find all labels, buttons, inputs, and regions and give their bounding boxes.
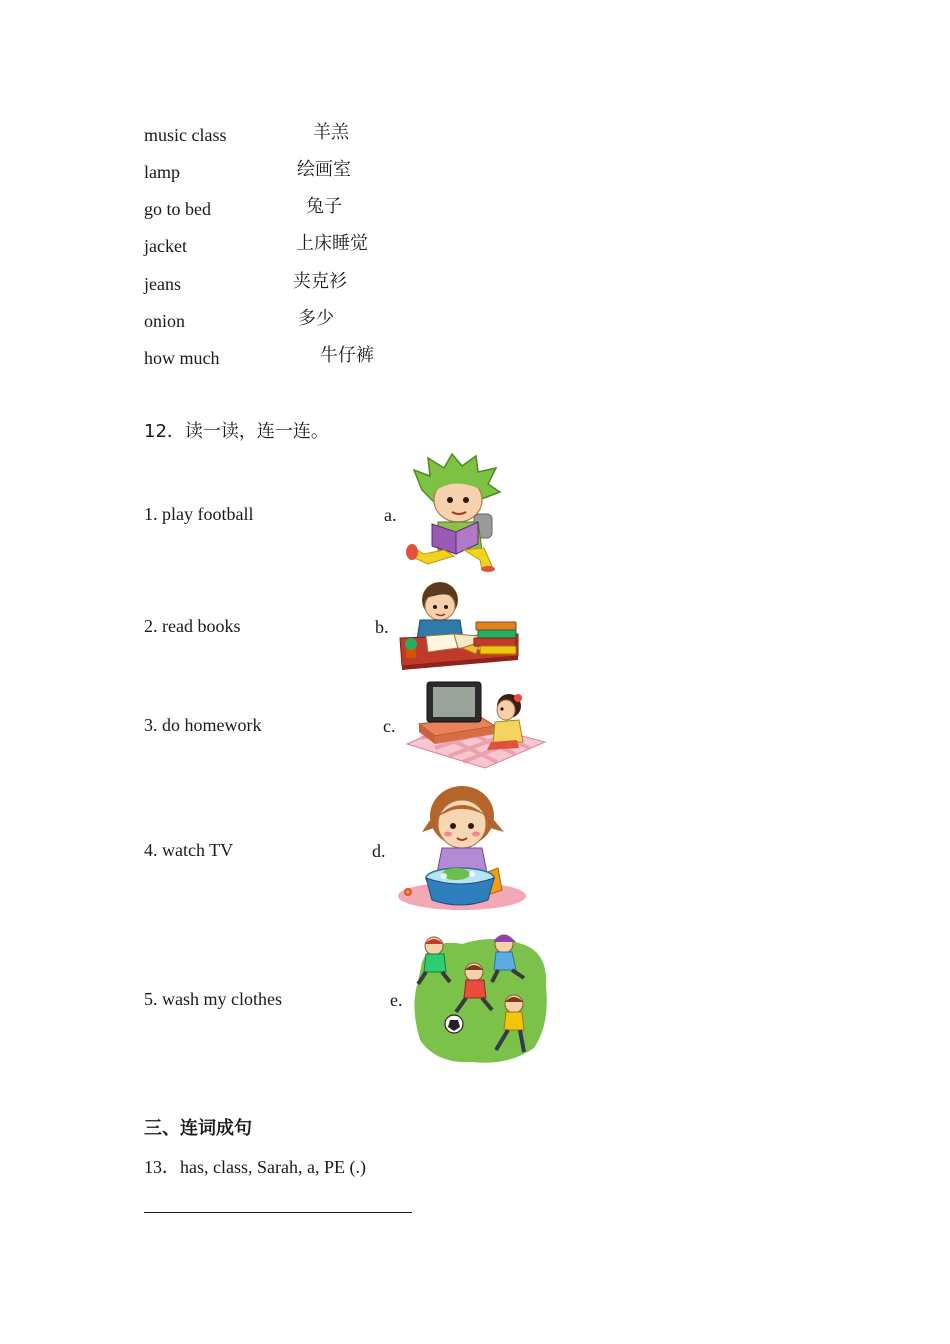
q12-letter-a: a. [384, 505, 397, 525]
q13-prompt: 13．has, class, Sarah, a, PE (.) [144, 1157, 366, 1177]
section3-heading: 三、连词成句 [144, 1118, 252, 1139]
vocab-chinese-5: 夹克衫 [293, 271, 347, 292]
vocab-english-1: music class [144, 125, 227, 145]
girl-washing-clothes-picture [394, 782, 530, 914]
q13-answer-line[interactable] [144, 1212, 412, 1213]
vocab-chinese-6: 多少 [298, 308, 334, 329]
q12-phrase-4: 4. watch TV [144, 840, 234, 860]
vocab-chinese-7: 牛仔裤 [320, 345, 374, 366]
q12-letter-b: b. [375, 617, 389, 637]
q12-phrase-2: 2. read books [144, 616, 241, 636]
q12-letter-c: c. [383, 716, 396, 736]
q12-phrase-1: 1. play football [144, 504, 254, 524]
boy-reading-book-picture [404, 452, 504, 572]
vocab-english-4: jacket [144, 236, 187, 256]
q12-letter-d: d. [372, 841, 386, 861]
vocab-english-7: how much [144, 348, 220, 368]
q12-phrase-3: 3. do homework [144, 715, 262, 735]
vocab-english-6: onion [144, 311, 186, 331]
kids-playing-football-picture [412, 932, 550, 1068]
q12-letter-e: e. [390, 990, 403, 1010]
vocab-english-5: jeans [144, 274, 181, 294]
vocab-chinese-1: 羊羔 [313, 122, 349, 143]
q12-phrase-5: 5. wash my clothes [144, 989, 282, 1009]
vocab-chinese-2: 绘画室 [297, 159, 351, 180]
q12-title: 12．读一读，连一连。 [144, 421, 329, 442]
vocab-chinese-4: 上床睡觉 [296, 233, 368, 254]
vocab-chinese-3: 兔子 [306, 196, 342, 217]
girl-watching-tv-picture [405, 678, 547, 770]
vocab-english-3: go to bed [144, 199, 211, 219]
vocab-english-2: lamp [144, 162, 180, 182]
boy-doing-homework-picture [398, 578, 523, 670]
